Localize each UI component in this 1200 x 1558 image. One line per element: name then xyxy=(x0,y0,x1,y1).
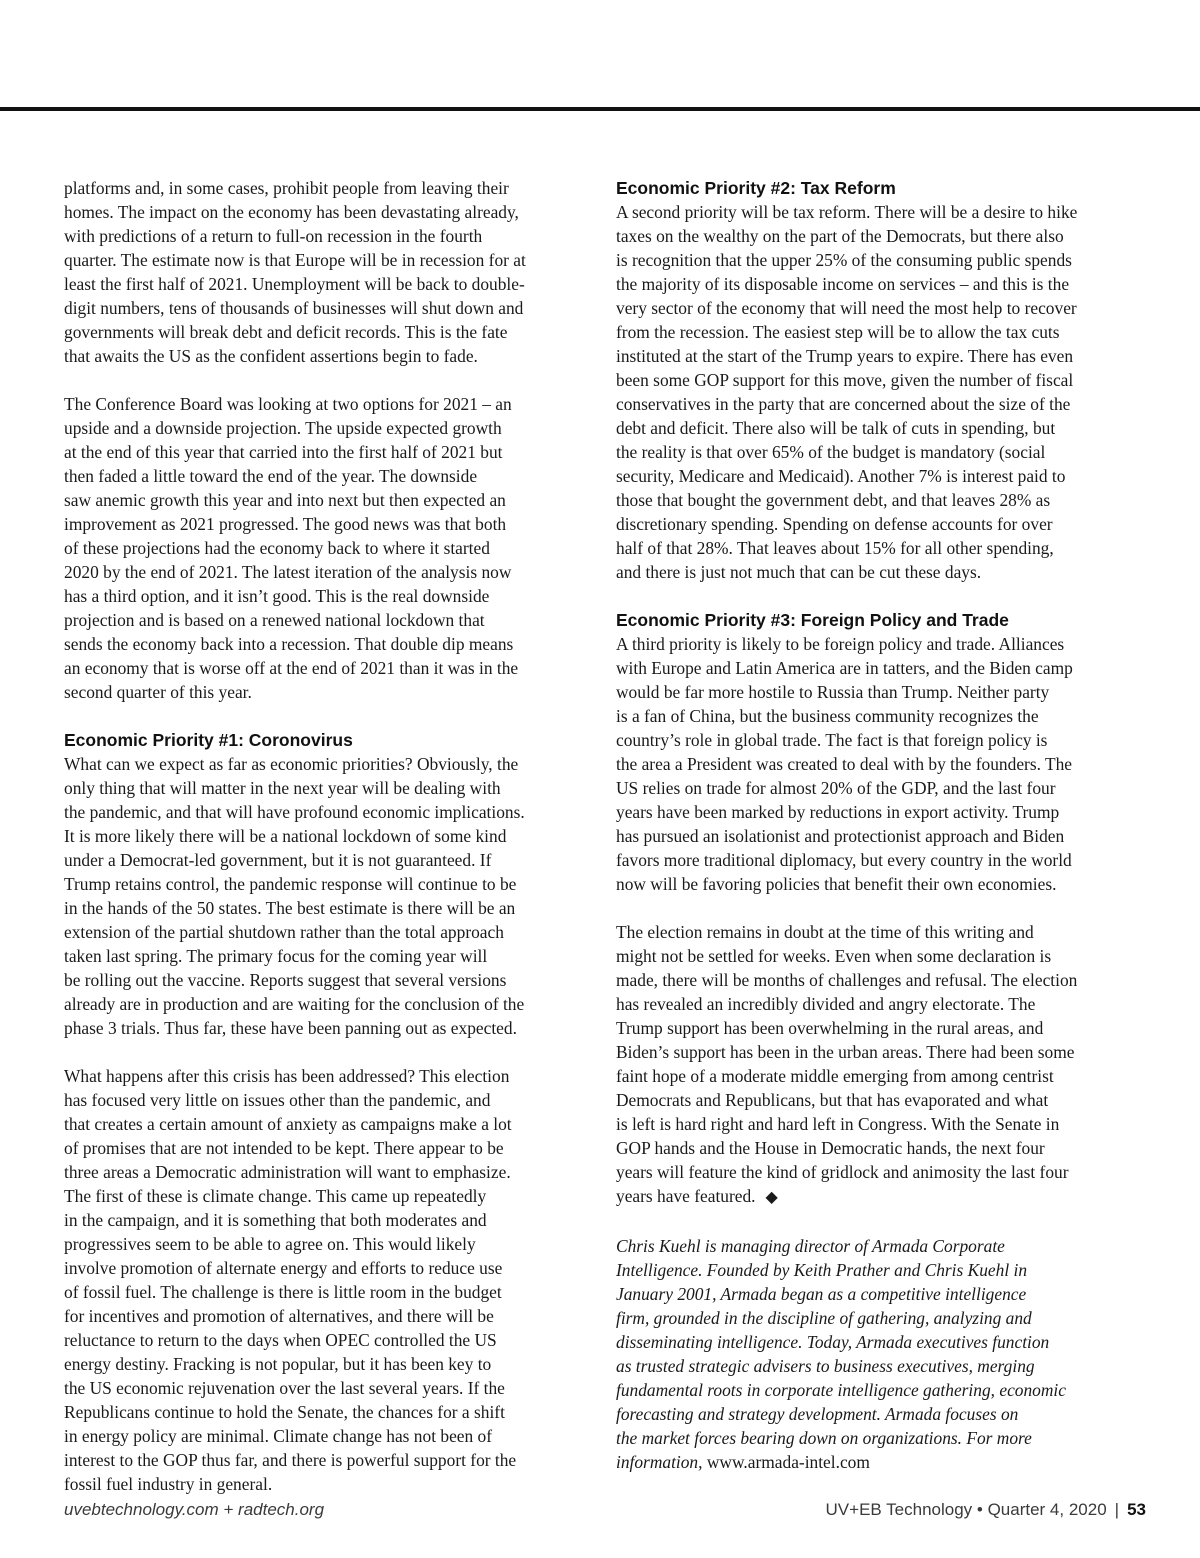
footer-separator: | xyxy=(1114,1500,1120,1519)
publication-issue: UV+EB Technology • Quarter 4, 2020 xyxy=(825,1500,1107,1519)
author-bio xyxy=(616,1234,1148,1474)
paragraph: What happens after this crisis has been addressed? This election has focused very little on issues other than the pandemic, and that creates a certain amount of anxiety as campaigns make a lot of promises that are not intended to be kept. There appear to be three areas a Democratic administration will want to emphasize. The first of these is climate change. This came up repeatedly in the campaign, and it is something that both moderates and progressives seem to be able to agree on. This would likely involve promotion of alternate energy and efforts to reduce use of fossil fuel. The challenge is there is little room in the budget for incentives and promotion of alternatives, and there will be reluctance to return to the days when OPEC controlled the US energy destiny. Fracking is not popular, but it has been key to the US economic rejuvenation over the last several years. If the Republicans continue to hold the Senate, the chances for a shift in energy policy are minimal. Climate change has not been of interest to the GOP thus far, and there is powerful support for the fossil fuel industry in general. xyxy=(64,1066,517,1494)
section-heading: Economic Priority #2: Tax Reform xyxy=(616,178,896,198)
right-column xyxy=(616,176,1148,1498)
footer-websites: uvebtechnology.com + radtech.org xyxy=(64,1500,325,1519)
end-of-article-icon: ◆ xyxy=(765,1189,778,1206)
paragraph: A second priority will be tax reform. There will be a desire to hike taxes on the wealthy on the part of the Democrats, but there also is recognition that the upper 25% of the consuming public spends the majority of its disposable income on services – and this is the very sector of the economy that will need the most help to recover from the recession. The easiest step will be to allow the tax cuts instituted at the start of the Trump years to expire. There has even been some GOP support for this move, given the number of fiscal conservatives in the party that are concerned about the size of the debt and deficit. There also will be talk of cuts in spending, but the reality is that over 65% of the budget is mandatory (social security, Medicare and Medicaid). Another 7% is interest paid to those that bought the government debt, and that leaves 28% as discretionary spending. Spending on defense accounts for over half of that 28%. That leaves about 15% for all other spending, and there is just not much that can be cut these days. xyxy=(616,202,1078,582)
page-footer xyxy=(64,1498,1146,1522)
section-heading: Economic Priority #1: Coronovirus xyxy=(64,730,353,750)
paragraph: A third priority is likely to be foreign policy and trade. Alliances with Europe and Latin America are in tatters, and the Biden camp would be far more hostile to Russia than Trump. Neither party is a fan of China, but the business community recognizes the country’s role in global trade. The fact is that foreign policy is the area a President was created to deal with by the founders. The US relies on trade for almost 20% of the GDP, and the last four years have been marked by reductions in export activity. Trump has pursued an isolationist and protectionist approach and Biden favors more traditional diplomacy, but every country in the world now will be favoring policies that benefit their own economies. xyxy=(616,634,1073,894)
author-bio-text: Chris Kuehl is managing director of Armada Corporate Intelligence. Founded by Keith Prather and Chris Kuehl in January 2001, Armada began as a competitive intelligence firm, grounded in the discipline of gathering, analyzing and disseminating intelligence. Today, Armada executives function as trusted strategic advisers to business executives, merging fundamental roots in corporate intelligence gathering, economic forecasting and strategy development. Armada focuses on the market forces bearing down on organizations. For more information, xyxy=(616,1236,1066,1472)
page-number: 53 xyxy=(1127,1500,1146,1519)
paragraph: platforms and, in some cases, prohibit people from leaving their homes. The impact on the economy has been devastating already, with predictions of a return to full-on recession in the fourth quarter. The estimate now is that Europe will be in recession for at least the first half of 2021. Unemployment will be back to double- digit numbers, tens of thousands of businesses will shut down and governments will break debt and deficit records. This is the fate that awaits the US as the confident assertions begin to fade. xyxy=(64,178,526,366)
left-column xyxy=(64,176,596,1520)
paragraph: The Conference Board was looking at two options for 2021 – an upside and a downside projection. The upside expected growth at the end of this year that carried into the first half of 2021 but then faded a little toward the end of the year. The downside saw anemic growth this year and into next but then expected an improvement as 2021 progressed. The good news was that both of these projections had the economy back to where it started 2020 by the end of 2021. The latest iteration of the analysis now has a third option, and it isn’t good. This is the real downside projection and is based on a renewed national lockdown that sends the economy back into a recession. That double dip means an economy that is worse off at the end of 2021 than it was in the second quarter of this year. xyxy=(64,394,519,702)
header-rule xyxy=(0,107,1200,111)
closing-text: The election remains in doubt at the time of this writing and might not be settled for weeks. Even when some declaration is made, there will be months of challenges and refusal. The election has revealed an incredibly divided and angry electorate. The Trump support has been overwhelming in the rural areas, and Biden’s support has been in the urban areas. There had been some faint hope of a moderate middle emerging from among centrist Democrats and Republicans, but that has evaporated and what is left is hard right and hard left in Congress. With the Senate in GOP hands and the House in Democratic hands, the next four years will feature the kind of gridlock and animosity the last four years have featured. xyxy=(616,922,1078,1206)
section-heading: Economic Priority #3: Foreign Policy and Trade xyxy=(616,610,1009,630)
footer-publication xyxy=(826,1498,1146,1522)
paragraph: What can we expect as far as economic priorities? Obviously, the only thing that will matter in the next year will be dealing with the pandemic, and that will have profound economic implications. It is more likely there will be a national lockdown of some kind under a Democrat-led government, but it is not guaranteed. If Trump retains control, the pandemic response will continue to be in the hands of the 50 states. The best estimate is there will be an extension of the partial shutdown rather than the total approach taken last spring. The primary focus for the coming year will be rolling out the vaccine. Reports suggest that several versions already are in production and are waiting for the conclusion of the phase 3 trials. Thus far, these have been panning out as expected. xyxy=(64,754,525,1038)
closing-paragraph xyxy=(616,920,1148,1210)
author-website-link[interactable]: www.armada-intel.com xyxy=(706,1452,870,1472)
